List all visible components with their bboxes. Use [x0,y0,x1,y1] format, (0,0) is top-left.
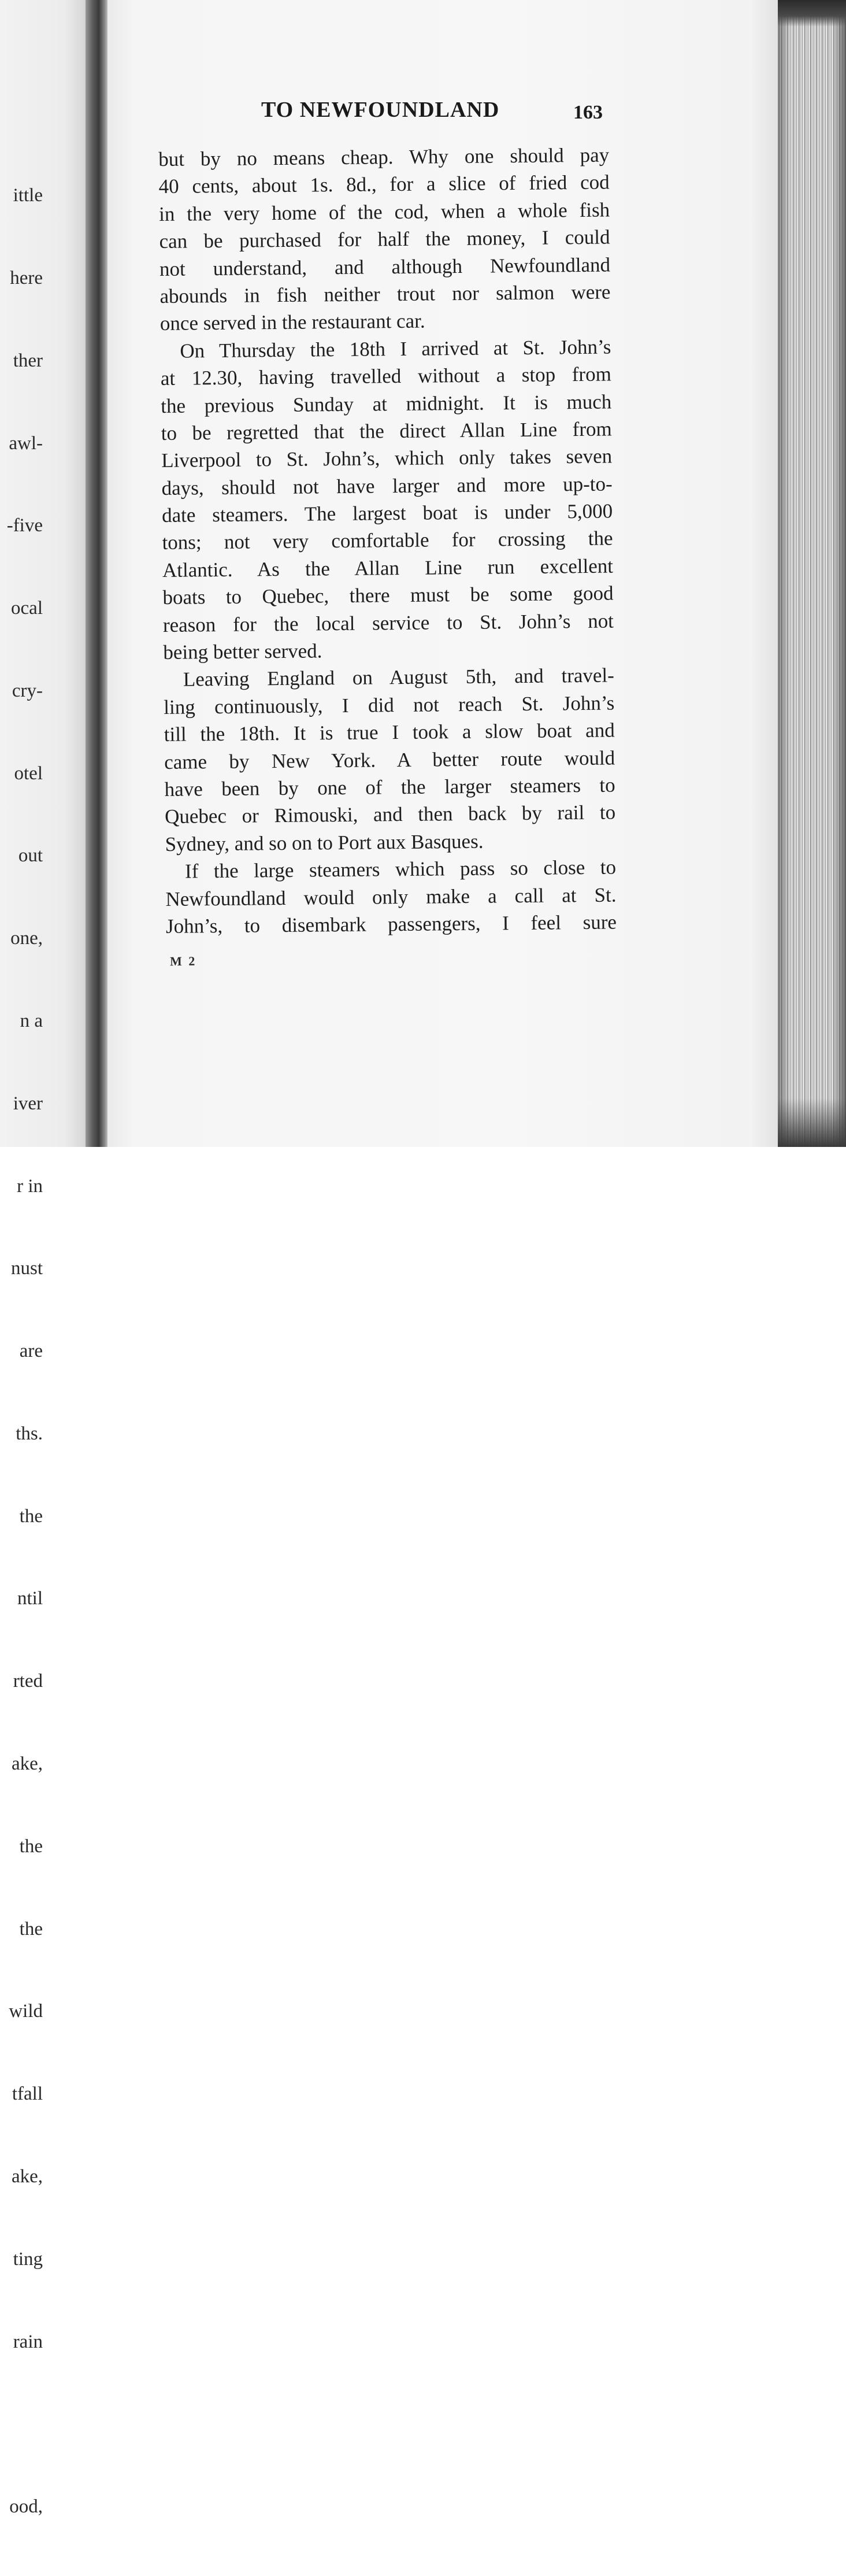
previous-page-line [7,2411,43,2438]
previous-page-line: r in [17,1175,43,1197]
previous-page-line: ntil [17,1588,43,1609]
previous-page-line: tfall [12,2083,43,2105]
previous-page-fragment [0,0,92,2518]
text-line: the previous Sunday at midnight. It is much [161,390,612,417]
previous-page-line: are [19,1341,43,1362]
previous-page-line: n a [20,1011,43,1031]
previous-page-line: the [19,1835,43,1857]
page-edges-top-shadow [778,0,846,27]
text-line: days, should not have larger and more up-to- [161,472,613,499]
previous-page-line: rain [13,2331,43,2352]
text-line: but by no means cheap. Why one should pay [158,143,610,171]
previous-page-line: wild [9,2001,43,2022]
previous-page-text [7,127,43,2576]
text-line: 40 cents, about 1s. 8d., for a slice of fried cod [158,171,610,198]
text-line: being better served. [163,639,322,664]
text-line: John’s, to disembark passengers, I feel sure [165,911,617,938]
text-line: Sydney, and so on to Port aux Basques. [165,830,484,856]
previous-page-line: otel [14,763,43,784]
text-line: Atlantic. As the Allan Line run excellent [162,554,614,582]
previous-page-line: rted [13,1671,43,1692]
previous-page-line: ittle [13,185,43,206]
previous-page-line: ake, [11,1753,43,1775]
text-line: reason for the local service to St. John’s not [162,609,614,636]
page-edges-shadow [778,0,846,1147]
text-line: Leaving England on August 5th, and travel- [183,664,615,691]
text-line: at 12.30, having travelled without a stop from [160,362,612,390]
previous-page-line: one, [10,928,43,949]
page-number: 163 [573,102,603,123]
previous-page-line: here [10,267,43,288]
text-line: once served in the restaurant car. [159,309,425,335]
book-gutter [86,0,110,1147]
previous-page-line: ake, [11,2166,43,2187]
previous-page-line: the [19,1505,43,1527]
text-line: to be regretted that the direct Allan Line from [161,417,612,445]
previous-page-line: ood, [9,2496,43,2518]
previous-page-line: ther [13,350,43,371]
previous-page-line: out [18,845,43,867]
book-page [107,0,778,1147]
page-edges-bottom-shadow [778,1098,846,1147]
text-line: came by New York. A better route would [164,746,615,773]
previous-page-line: ocal [11,598,43,619]
previous-page-line: iver [13,1093,43,1114]
text-line: till the 18th. It is true I took a slow boat and [164,719,615,746]
text-line: On Thursday the 18th I arrived at St. John’s [180,335,611,362]
signature-mark: M 2 [169,953,197,969]
text-line: ling continuously, I did not reach St. John’s [164,691,615,719]
previous-page-line: awl- [9,432,43,454]
text-line: Newfoundland would only make a call at St. [165,883,617,911]
body-text [158,142,617,941]
previous-page-line: cry- [12,680,43,701]
text-line: in the very home of the cod, when a whole fish [158,198,610,225]
text-line: can be purchased for half the money, I could [159,225,610,253]
text-line: If the large steamers which pass so close to [184,856,617,883]
previous-page-line: ths. [16,1423,43,1444]
running-head: TO NEWFOUNDLAND [261,98,500,122]
text-line: not understand, and although Newfoundland [159,253,611,280]
text-line: boats to Quebec, there must be some good [162,582,614,609]
previous-page-line: nust [10,1258,43,1279]
previous-page-line: the [19,1918,43,1940]
text-line: Liverpool to St. John’s, which only takes seven [161,445,613,472]
text-line: date steamers. The largest boat is under 5,000 [161,499,613,527]
previous-page-line: -five [6,515,43,536]
text-line: have been by one of the larger steamers to [164,773,615,801]
text-line: abounds in fish neither trout nor salmon were [159,280,611,308]
text-line: tons; not very comfortable for crossing the [162,527,613,554]
previous-page-line: ting [13,2248,43,2270]
text-line: Quebec or Rimouski, and then back by rail to [164,801,616,828]
